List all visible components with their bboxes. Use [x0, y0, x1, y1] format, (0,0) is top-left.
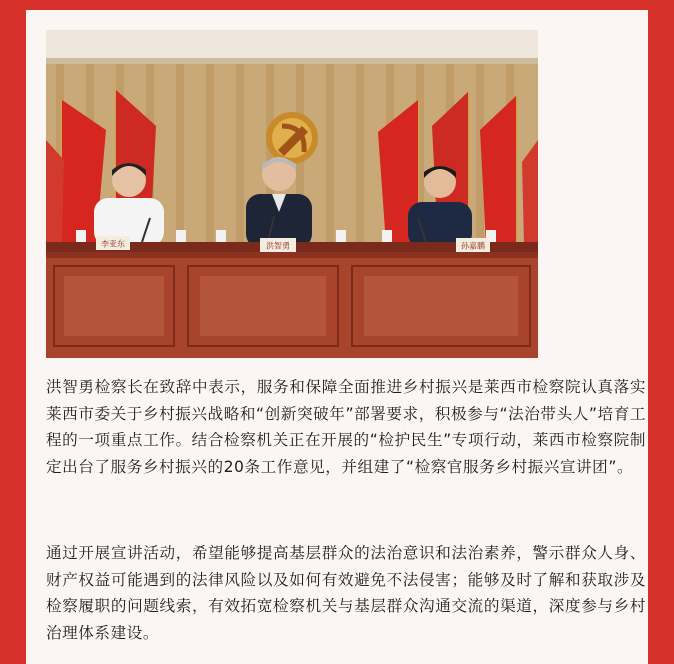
- meeting-photo: [46, 30, 538, 358]
- article-paragraph-1: 洪智勇检察长在致辞中表示，服务和保障全面推进乡村振兴是莱西市检察院认真落实莱西市委关于乡村振兴战略和“创新突破年”部署要求，积极参与“法治带头人”培育工程的一项重点工作。结合检察机关正在开展的“检护民生”专项行动，莱西市检察院制定出台了服务乡村振兴的20条工作意见，并组建了“检察官服务乡村振兴宣讲团”。: [46, 378, 646, 476]
- article-card: [26, 10, 648, 664]
- nameplate-left: 李亚东: [101, 239, 125, 249]
- article-paragraph-2: 通过开展宣讲活动，希望能够提高基层群众的法治意识和法治素养，警示群众人身、财产权益可能遇到的法律风险以及如何有效避免不法侵害；能够及时了解和获取涉及检察履职的问题线索，有效拓宽检察机关与基层群众沟通交流的渠道，深度参与乡村治理体系建设。: [46, 544, 646, 642]
- emblem-icon: [266, 112, 318, 164]
- nameplate-right: 孙嘉鹏: [461, 241, 485, 251]
- nameplate-center: 洪智勇: [266, 241, 290, 251]
